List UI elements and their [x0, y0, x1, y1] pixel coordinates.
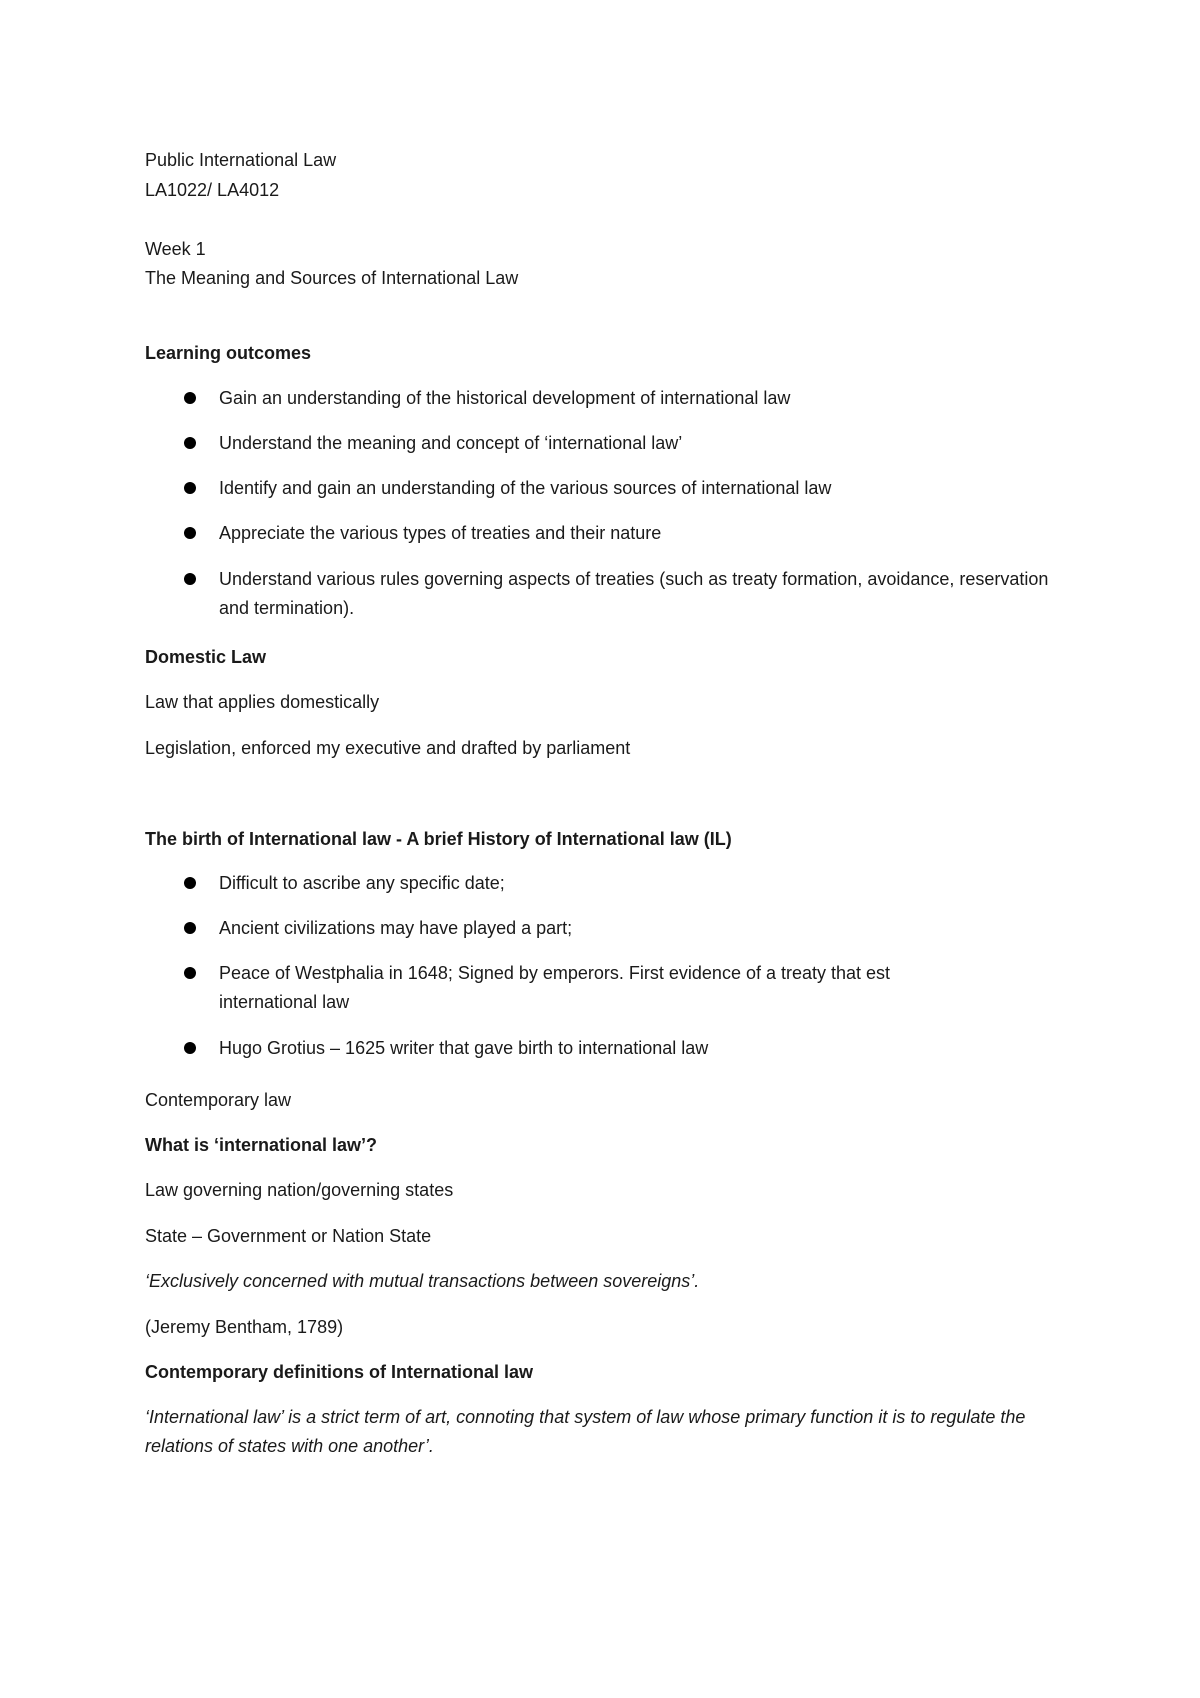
bullet-icon [184, 437, 196, 449]
course-code: LA1022/ LA4012 [145, 180, 280, 200]
list-item-text: Identify and gain an understanding of the various sources of international law [219, 478, 832, 498]
list-item [145, 519, 1075, 548]
bullet-icon [184, 482, 196, 494]
list-item [145, 384, 1075, 413]
bullet-icon [184, 527, 196, 539]
week-label: Week 1 [145, 239, 206, 259]
list-item-text: Difficult to ascribe any specific date; [219, 873, 505, 893]
contemporary-definitions-heading: Contemporary definitions of International law [145, 1362, 534, 1382]
list-item [145, 429, 1075, 458]
contemporary-law-label: Contemporary law [145, 1090, 292, 1110]
definition-line: Law governing nation/governing states [145, 1180, 454, 1200]
list-item-text: Gain an understanding of the historical development of international law [219, 388, 791, 408]
what-is-il-heading: What is ‘international law’? [145, 1135, 378, 1155]
domestic-law-heading: Domestic Law [145, 647, 267, 667]
list-item-text: Peace of Westphalia in 1648; Signed by emperors. First evidence of a treaty that est international law [219, 963, 891, 1012]
course-title: Public International Law [145, 150, 337, 170]
list-item-text: Understand various rules governing aspects of treaties (such as treaty formation, avoidance, reservation and termination). [219, 569, 1049, 618]
bentham-citation: (Jeremy Bentham, 1789) [145, 1317, 344, 1337]
list-item-text: Hugo Grotius – 1625 writer that gave birth to international law [219, 1038, 709, 1058]
list-item [145, 869, 1075, 898]
domestic-law-line: Legislation, enforced my executive and drafted by parliament [145, 738, 631, 758]
list-item [145, 959, 1075, 1017]
contemporary-definition-quote: ‘International law’ is a strict term of art, connoting that system of law whose primary function it is to regulate the relations of states with one another’. [145, 1407, 1026, 1456]
list-item [145, 914, 1075, 943]
topic-title: The Meaning and Sources of International Law [145, 268, 519, 288]
bullet-icon [184, 1042, 196, 1054]
bullet-icon [184, 967, 196, 979]
bullet-icon [184, 392, 196, 404]
list-item-text: Appreciate the various types of treaties and their nature [219, 523, 662, 543]
bullet-icon [184, 573, 196, 585]
bullet-icon [184, 877, 196, 889]
list-item-text: Understand the meaning and concept of ‘international law’ [219, 433, 683, 453]
bentham-quote: ‘Exclusively concerned with mutual transactions between sovereigns’. [145, 1271, 700, 1291]
history-heading: The birth of International law - A brief History of International law (IL) [145, 829, 732, 849]
learning-outcomes-heading: Learning outcomes [145, 343, 312, 363]
domestic-law-line: Law that applies domestically [145, 692, 380, 712]
list-item [145, 474, 1075, 503]
list-item [145, 565, 1075, 623]
bullet-icon [184, 922, 196, 934]
list-item-text: Ancient civilizations may have played a part; [219, 918, 573, 938]
list-item [145, 1034, 1075, 1063]
definition-line: State – Government or Nation State [145, 1226, 432, 1246]
